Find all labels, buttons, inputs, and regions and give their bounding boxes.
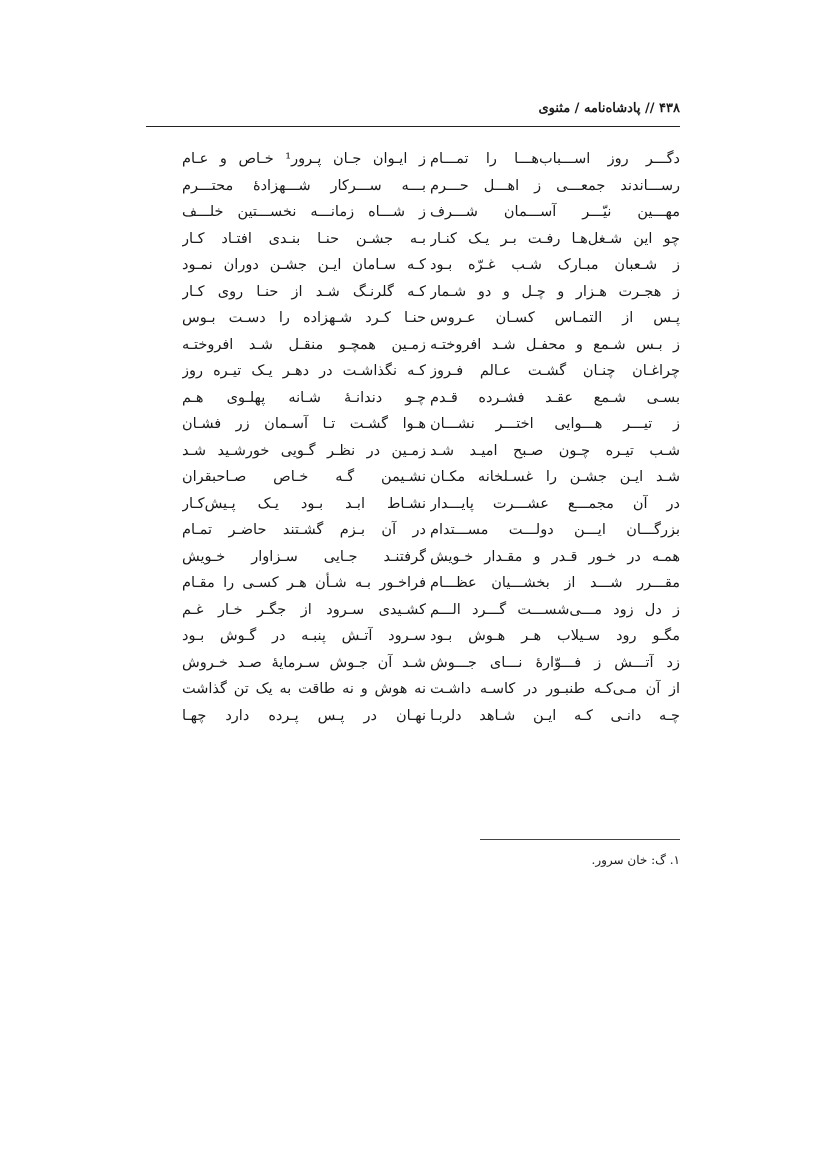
verse-line: گرفتنـد جـایی سـزاوار خـویش <box>182 548 426 565</box>
verse-line: زمـین در نظـر گـویی خورشـید شـد <box>182 442 426 459</box>
verse-line: نشـاط ابـد بـود یـک پـیش‌کـار <box>182 495 426 512</box>
verse-line: کـه سـامان ایـن جشـن دوران نمـود <box>182 257 426 273</box>
verse-line: نهـان در پـس پـرده دارد چهـا <box>182 707 426 724</box>
verse-column-right <box>430 146 680 729</box>
verse-line: چـو دندانـهٔ شـانه پهلـوی هـم <box>182 389 426 406</box>
verse-line: ز دل زود مـــی‌شســـت گـــرد الـــم <box>430 601 680 618</box>
verse-line: چو این شـغل‌هـا رفـت بـر یـک کنـار <box>430 230 680 247</box>
verse-column-left <box>182 146 426 729</box>
verse-line: بسـی شـمع عقـد فشـرده قـدم <box>430 389 680 406</box>
page-header <box>146 101 680 123</box>
verse-line: چراغـان چنـان گشـت عـالم فـروز <box>430 363 680 379</box>
verse-line: مقـــرر شـــد از بخشـــیان عظـــام <box>430 575 680 591</box>
verse-line: از آن مـی‌کـه طنبـور در کاسـه داشـت <box>430 681 680 697</box>
verse-line: بزرگـــان ایـــن دولـــت مســـتدام <box>430 522 680 538</box>
verse-line: حنـا کـرد شـهزاده را دسـت بـوس <box>182 310 426 326</box>
verse-line: ز هجـرت هـزار و چـل و دو شـمار <box>430 283 680 300</box>
running-head: ۴۳۸ // پادشاه‌نامه / مثنوی <box>538 101 680 116</box>
verse-line: نه هوش و نه طاقت به یک تن گذاشت <box>182 681 426 697</box>
verse-line: ز تیـــر هـــوایی اختـــر نشـــان <box>430 416 680 432</box>
footnote: ۱. گ: خان سرور. <box>591 853 680 867</box>
verse-line: نشـیمن گـه خـاص صـاحبقران <box>182 469 426 485</box>
verse-line: شـد ایـن جشـن را غسـلخانه مکـان <box>430 469 680 485</box>
verse-line: ز شـعبان مبـارک شـب غـرّه بـود <box>430 257 680 273</box>
verse-line: ز شـــاه زمانـــه نخســـتین خلـــف <box>182 204 426 220</box>
verse-line: مهـــین نیّـــر آســـمان شـــرف <box>430 204 680 220</box>
verse-line: زمـین همچـو منقـل شـد افروختـه <box>182 336 426 353</box>
verse-line: کشـیدی سـرود از جگـر خـار غـم <box>182 601 426 618</box>
verse-line: دگـــر روز اســـباب‌هـــا را تمـــام <box>430 151 680 167</box>
verse-line: زد آتـــش ز فـــوّارهٔ نـــای جـــوش <box>430 654 680 671</box>
verse-line: شـب تیـره چـون صـبح امیـد شـد <box>430 442 680 459</box>
verse-line: شـد آن جـوش سـرمایهٔ صـد خـروش <box>182 654 426 671</box>
verse-line: فراخـور بـه شـأن هـر کسـی را مقـام <box>182 575 426 591</box>
verse-line: هـوا گشـت تـا آسـمان زر فشـان <box>182 416 426 432</box>
verse-line: چـه دانـی کـه ایـن شـاهد دلربـا <box>430 707 680 724</box>
verse-line: کـه نگذاشـت در دهـر یـک تیـره روز <box>182 363 426 379</box>
footnote-rule <box>480 839 680 840</box>
verse-line: بـــه ســـرکار شـــهزادهٔ محتـــرم <box>182 177 426 194</box>
header-rule <box>146 126 680 127</box>
verse-line: مگـو رود سـیلاب هـر هـوش بـود <box>430 628 680 644</box>
verse-line: رســـاندند جمعـــی ز اهـــل حـــرم <box>430 177 680 194</box>
verse-line: ز ایـوان جـان پـرور¹ خـاص و عـام <box>182 151 426 167</box>
verse-line: همـه در خـور قـدر و مقـدار خـویش <box>430 548 680 565</box>
verse-line: سـرود آتـش پنبـه در گـوش بـود <box>182 628 426 644</box>
verse-line: ز بـس شـمع و محفـل شـد افروختـه <box>430 336 680 353</box>
verse-line: پـس از التمـاس کسـان عـروس <box>430 310 680 326</box>
poem-body <box>146 146 680 786</box>
verse-line: در آن مجمـــع عشـــرت پایـــدار <box>430 495 680 512</box>
verse-line: بـه جشـن حنـا بنـدی افتـاد کـار <box>182 230 426 247</box>
verse-line: در آن بـزم گشـتند حاضـر تمـام <box>182 522 426 538</box>
verse-line: کـه گلرنـگ شـد از حنـا روی کـار <box>182 283 426 300</box>
